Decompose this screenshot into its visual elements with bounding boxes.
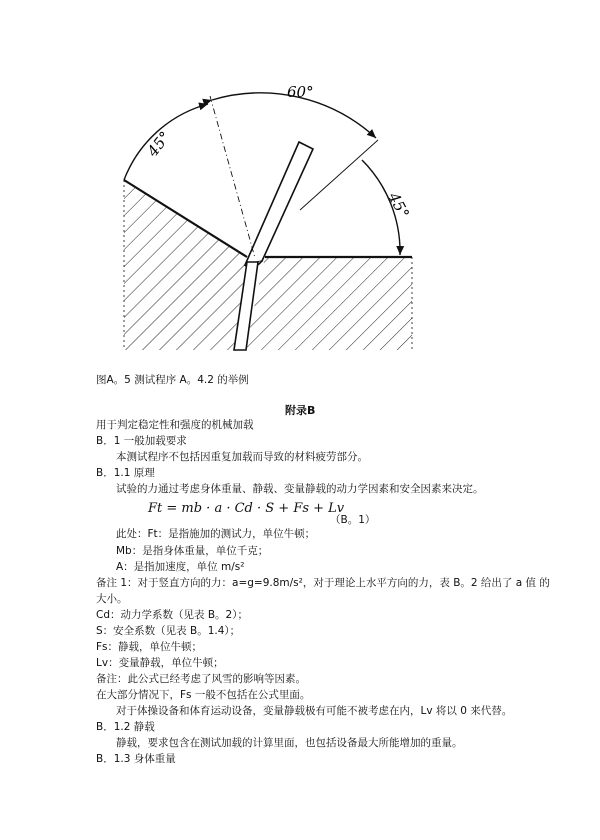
def-lv: Lv：变量静载，单位牛顿； (96, 657, 224, 669)
angle-label-right: 45° (384, 189, 413, 222)
def-cd: Cd：动力学系数（见表 B。2）； (96, 609, 248, 621)
section-b1-3: B．1.3 身体重量 (96, 753, 176, 765)
def-a: A：是指加速度，单位 m/s² (116, 561, 245, 573)
b1-paragraph: 本测试程序不包括因重复加载而导致的材料疲劳部分。 (116, 451, 368, 463)
b1-1-paragraph: 试验的力通过考虑身体重量、静载、变量静载的动力学因素和安全因素来决定。 (116, 483, 484, 495)
def-mb: Mb：是指身体重量，单位千克； (116, 545, 269, 557)
formula-number: （B。1） (330, 514, 376, 526)
note-fs: 在大部分情况下，Fs 一般不包括在公式里面。 (96, 689, 311, 701)
b1-2-paragraph: 静载，要求包含在测试加载的计算里面，也包括设备最大所能增加的重量。 (116, 737, 463, 749)
annex-subtitle: 用于判定稳定性和强度的机械加载 (96, 419, 254, 431)
formula-b1: Ft = mb · a · Cd · S + Fs + Lv (148, 501, 345, 516)
note-2: 备注：此公式已经考虑了风雪的影响等因素。 (96, 673, 306, 685)
note-1-line-2: 大小。 (96, 593, 128, 605)
section-b1-2: B．1.2 静载 (96, 721, 155, 733)
def-s: S：安全系数（见表 B。1.4）； (96, 625, 241, 637)
angle-label-left: 45° (143, 127, 175, 161)
def-ft: 此处：Ft：是指施加的测试力，单位牛顿； (116, 528, 316, 540)
note-lv: 对于体操设备和体育运动设备，变量静载极有可能不被考虑在内，Lv 将以 0 来代替。 (116, 705, 513, 717)
def-fs: Fs：静载，单位牛顿； (96, 641, 203, 653)
right-hatched-block (240, 250, 420, 360)
note-1-line-1: 备注 1：对于竖直方向的力：a=g=9.8m/s²，对于理论上水平方向的力，表 B。2 给出了 a 值 的 (96, 577, 550, 589)
section-b1: B．1 一般加载要求 (96, 435, 187, 447)
test-procedure-figure (0, 0, 600, 370)
annex-title: 附录B (285, 404, 316, 417)
angle-label-top: 60° (287, 83, 314, 101)
section-b1-1: B．1.1 原理 (96, 467, 155, 479)
figure-caption: 图A。5 测试程序 A。4.2 的举例 (96, 374, 249, 386)
